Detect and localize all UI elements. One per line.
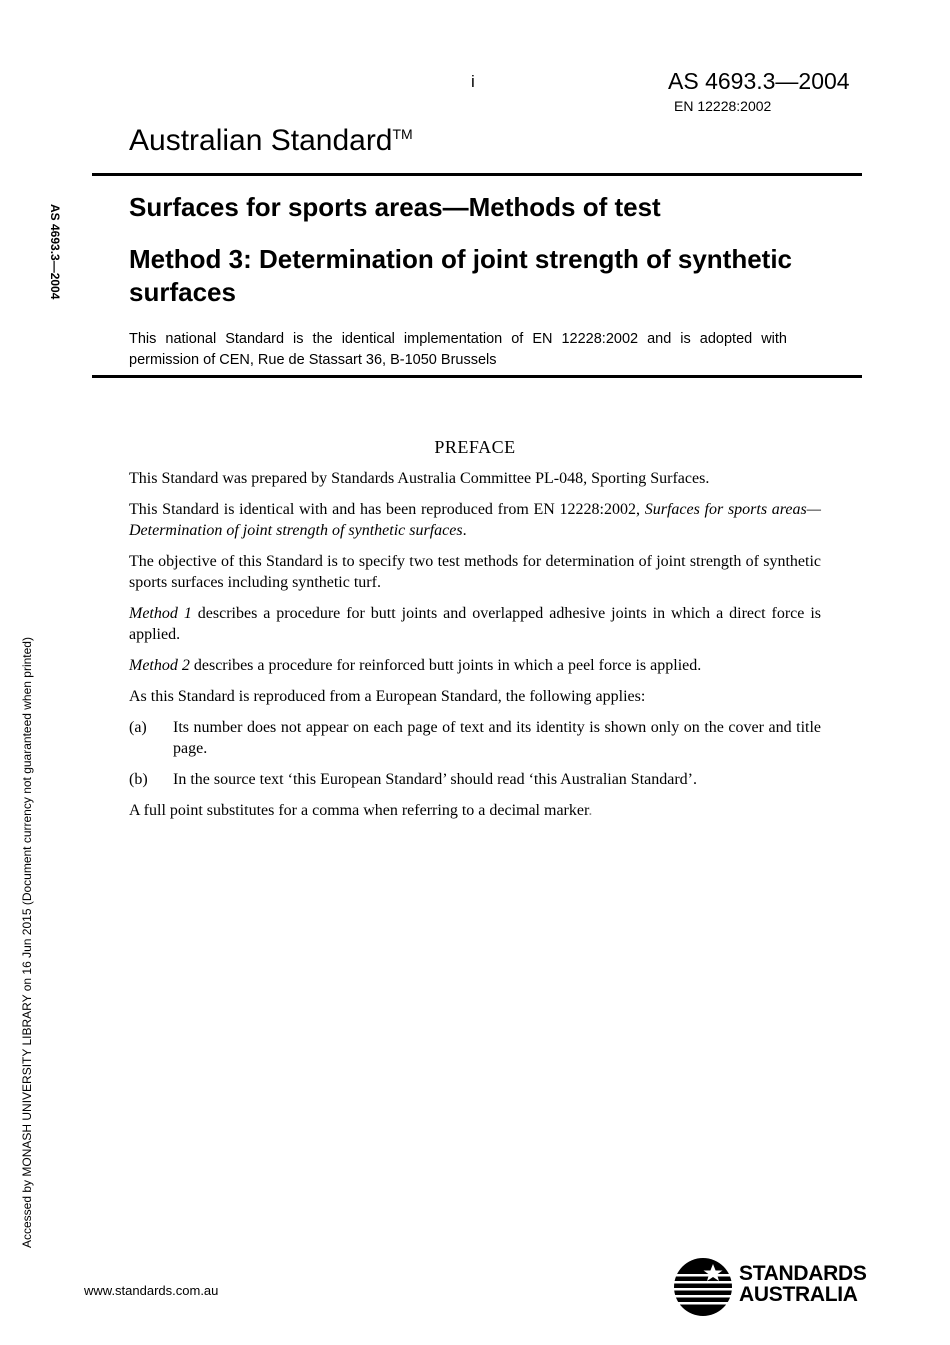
- logo-line: AUSTRALIA: [739, 1283, 858, 1306]
- document-number: AS 4693.3—2004: [668, 68, 850, 94]
- referenced-title: Surfaces for sports areas—Determination of joint strength of synthetic surfaces: [129, 501, 821, 539]
- preface-paragraph: As this Standard is reproduced from a European Standard, the following applies:: [129, 688, 646, 705]
- preface-text: A full point substitutes for a comma when referring to a decimal marker: [129, 802, 589, 819]
- preface-text: describes a procedure for butt joints and overlapped adhesive joints in which a direct force is applied.: [129, 605, 821, 643]
- title-rule-top: [92, 173, 862, 176]
- access-note: Accessed by MONASH UNIVERSITY LIBRARY on 16 Jun 2015 (Document currency not guaranteed when printed): [20, 637, 34, 1248]
- preface-text: describes a procedure for reinforced butt joints in which a peel force is applied.: [189, 657, 702, 674]
- list-item: [129, 717, 821, 759]
- trademark-mark: TM: [392, 126, 413, 142]
- list-item-text: Its number does not appear on each page of text and its identity is shown only on the cover and title page.: [173, 719, 821, 757]
- list-item-label: (a): [129, 719, 147, 736]
- method-reference: Method 2: [129, 657, 190, 674]
- preface-text: .: [588, 802, 593, 819]
- preface-paragraph: [129, 655, 821, 676]
- logo-wordmark: [739, 1263, 867, 1305]
- logo-line: STANDARDS: [739, 1262, 867, 1285]
- series-title-text: Australian Standard: [129, 124, 393, 157]
- preface-text: .: [462, 522, 467, 539]
- preface-paragraph: [129, 800, 821, 821]
- list-item: [129, 769, 821, 790]
- european-standard-number: EN 12228:2002: [674, 98, 772, 114]
- spine-label: AS 4693.3—2004: [48, 204, 62, 300]
- preface-text: This Standard is identical with and has been reproduced from EN 12228:2002,: [129, 501, 645, 518]
- main-title: Surfaces for sports areas—Methods of test: [129, 192, 661, 222]
- standards-australia-logo: [673, 1257, 873, 1317]
- preface-paragraph: [129, 499, 821, 541]
- list-item-text: In the source text ‘this European Standard’ should read ‘this Australian Standard’.: [173, 771, 698, 788]
- preface-paragraph: [129, 603, 821, 645]
- list-item-label: (b): [129, 771, 148, 788]
- page-number: i: [471, 72, 475, 91]
- preface-paragraph: This Standard was prepared by Standards Australia Committee PL-048, Sporting Surfaces.: [129, 470, 710, 487]
- preface-body: [129, 468, 821, 831]
- website-link[interactable]: www.standards.com.au: [84, 1283, 219, 1298]
- series-title: [129, 124, 413, 158]
- title-rule-bottom: [92, 375, 862, 378]
- adoption-note: This national Standard is the identical implementation of EN 12228:2002 and is adopted with permission of CEN, Rue de Stassart 36, B-1050 Brussels: [129, 331, 787, 368]
- method-reference: Method 1: [129, 605, 192, 622]
- preface-heading: PREFACE: [434, 437, 516, 457]
- method-title: Method 3: Determination of joint strength of synthetic surfaces: [129, 244, 792, 307]
- logo-emblem-icon: [673, 1257, 733, 1317]
- preface-paragraph: The objective of this Standard is to specify two test methods for determination of joint strength of synthetic sports surfaces including synthetic turf.: [129, 553, 821, 591]
